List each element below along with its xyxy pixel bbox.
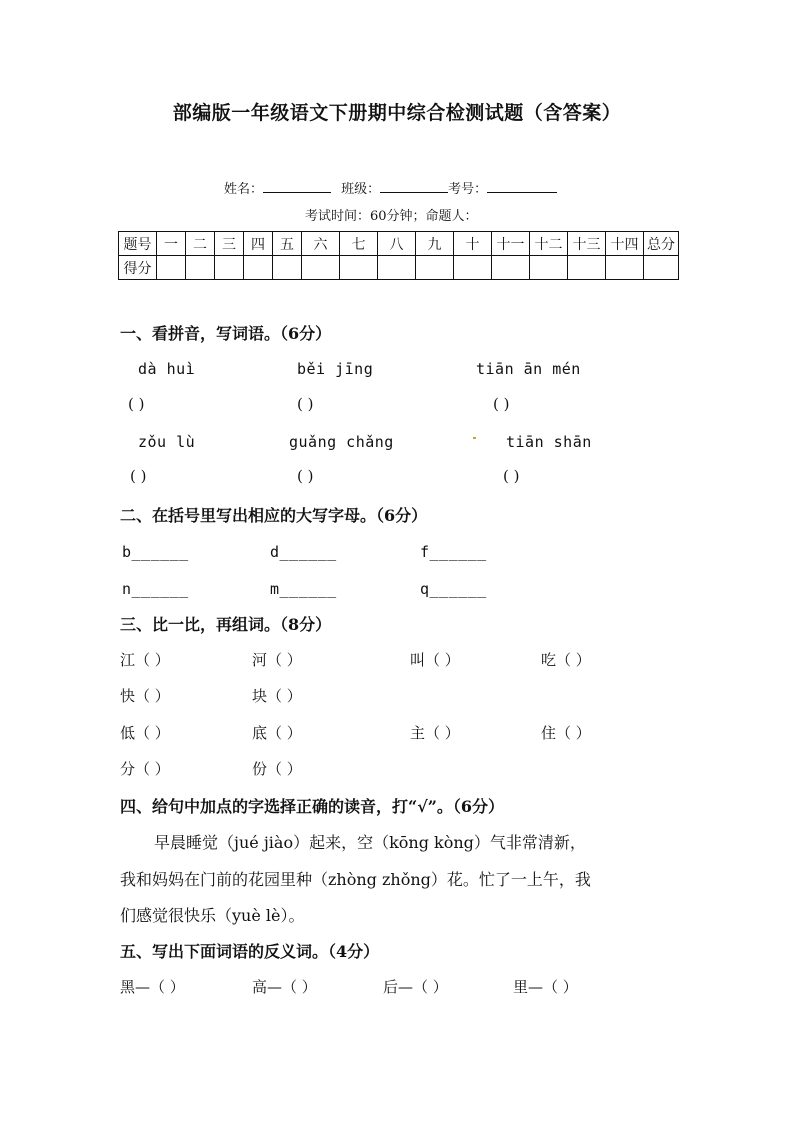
table-cell: 七	[340, 232, 378, 256]
letter-item[interactable]: f______	[420, 543, 487, 561]
word-compare-item[interactable]: 河（ ）	[252, 651, 302, 669]
answer-paren[interactable]: ( )	[297, 395, 314, 413]
score-cell[interactable]	[157, 256, 186, 280]
answer-paren[interactable]: ( )	[130, 467, 147, 485]
answer-paren[interactable]: ( )	[297, 467, 314, 485]
word-compare-item[interactable]: 主（ ）	[410, 724, 460, 742]
table-cell: 三	[215, 232, 244, 256]
table-cell: 题号	[119, 232, 157, 256]
table-cell: 一	[157, 232, 186, 256]
word-compare-item[interactable]: 住（ ）	[541, 724, 591, 742]
stray-mark	[473, 437, 476, 439]
score-cell[interactable]	[186, 256, 215, 280]
table-cell: 八	[378, 232, 416, 256]
word-compare-item[interactable]: 快（ ）	[120, 687, 170, 705]
table-cell: 六	[302, 232, 340, 256]
student-info-line	[224, 178, 557, 197]
table-cell: 九	[416, 232, 454, 256]
section-2-heading: 二、在括号里写出相应的大写字母。（6分）	[120, 506, 428, 525]
word-compare-item[interactable]: 底（ ）	[252, 724, 302, 742]
letter-item[interactable]: n______	[122, 580, 189, 598]
reading-line: 们感觉很快乐（yuè lè）。	[120, 906, 305, 925]
word-compare-item[interactable]: 块（ ）	[252, 687, 302, 705]
reading-line: 早晨睡觉（jué jiào）起来，空（kōng kòng）气非常清新，	[154, 833, 586, 852]
score-cell[interactable]	[340, 256, 378, 280]
number-label: 考号：	[448, 182, 488, 197]
table-cell: 总分	[644, 232, 679, 256]
pinyin-item: zǒu lù	[138, 433, 196, 451]
pinyin-item: běi jīng	[297, 360, 374, 378]
antonym-item[interactable]: 黑—（ ）	[120, 978, 185, 996]
letter-item[interactable]: b______	[122, 543, 189, 561]
letter-item[interactable]: q______	[420, 580, 487, 598]
score-cell[interactable]	[606, 256, 644, 280]
pinyin-item: tiān shān	[506, 433, 592, 451]
word-compare-item[interactable]: 份（ ）	[252, 760, 302, 778]
table-cell: 十	[454, 232, 492, 256]
score-cell[interactable]	[416, 256, 454, 280]
antonym-item[interactable]: 高—（ ）	[252, 978, 317, 996]
score-cell[interactable]	[644, 256, 679, 280]
name-label: 姓名：	[224, 182, 264, 197]
pinyin-item: tiān ān mén	[476, 360, 581, 378]
table-cell: 十四	[606, 232, 644, 256]
score-table-header-row	[119, 232, 679, 256]
word-compare-item[interactable]: 分（ ）	[120, 760, 170, 778]
score-cell[interactable]	[273, 256, 302, 280]
table-cell: 十三	[568, 232, 606, 256]
pinyin-item: guǎng chǎng	[289, 433, 394, 451]
score-table-score-row	[119, 256, 679, 280]
word-compare-item[interactable]: 江（ ）	[120, 651, 170, 669]
score-cell[interactable]	[568, 256, 606, 280]
score-table	[118, 231, 679, 280]
page-title: 部编版一年级语文下册期中综合检测试题（含答案）	[172, 102, 622, 124]
reading-line: 我和妈妈在门前的花园里种（zhòng zhǒng）花。忙了一上午，我	[120, 870, 591, 889]
letter-item[interactable]: m______	[270, 580, 337, 598]
name-blank[interactable]	[263, 180, 331, 193]
antonym-item[interactable]: 里—（ ）	[513, 978, 578, 996]
answer-paren[interactable]: ( )	[128, 395, 145, 413]
section-1-heading: 一、看拼音，写词语。（6分）	[120, 324, 332, 343]
score-cell[interactable]	[454, 256, 492, 280]
class-label: 班级：	[341, 182, 381, 197]
section-5-heading: 五、写出下面词语的反义词。（4分）	[120, 942, 380, 961]
section-3-heading: 三、比一比，再组词。（8分）	[120, 615, 332, 634]
answer-paren[interactable]: ( )	[503, 467, 520, 485]
table-cell: 四	[244, 232, 273, 256]
pinyin-item: dà huì	[138, 360, 196, 378]
word-compare-item[interactable]: 叫（ ）	[410, 651, 460, 669]
answer-paren[interactable]: ( )	[493, 395, 510, 413]
number-blank[interactable]	[487, 180, 557, 193]
exam-info: 考试时间：60分钟；命题人：	[305, 209, 478, 224]
score-cell[interactable]	[244, 256, 273, 280]
word-compare-item[interactable]: 吃（ ）	[541, 651, 591, 669]
table-cell: 得分	[119, 256, 157, 280]
score-cell[interactable]	[215, 256, 244, 280]
score-cell[interactable]	[530, 256, 568, 280]
score-cell[interactable]	[302, 256, 340, 280]
score-cell[interactable]	[492, 256, 530, 280]
table-cell: 十一	[492, 232, 530, 256]
word-compare-item[interactable]: 低（ ）	[120, 724, 170, 742]
table-cell: 十二	[530, 232, 568, 256]
table-cell: 五	[273, 232, 302, 256]
score-cell[interactable]	[378, 256, 416, 280]
class-blank[interactable]	[380, 180, 448, 193]
section-4-heading: 四、给句中加点的字选择正确的读音，打“√”。（6分）	[120, 797, 505, 816]
table-cell: 二	[186, 232, 215, 256]
antonym-item[interactable]: 后—（ ）	[383, 978, 448, 996]
letter-item[interactable]: d______	[270, 543, 337, 561]
